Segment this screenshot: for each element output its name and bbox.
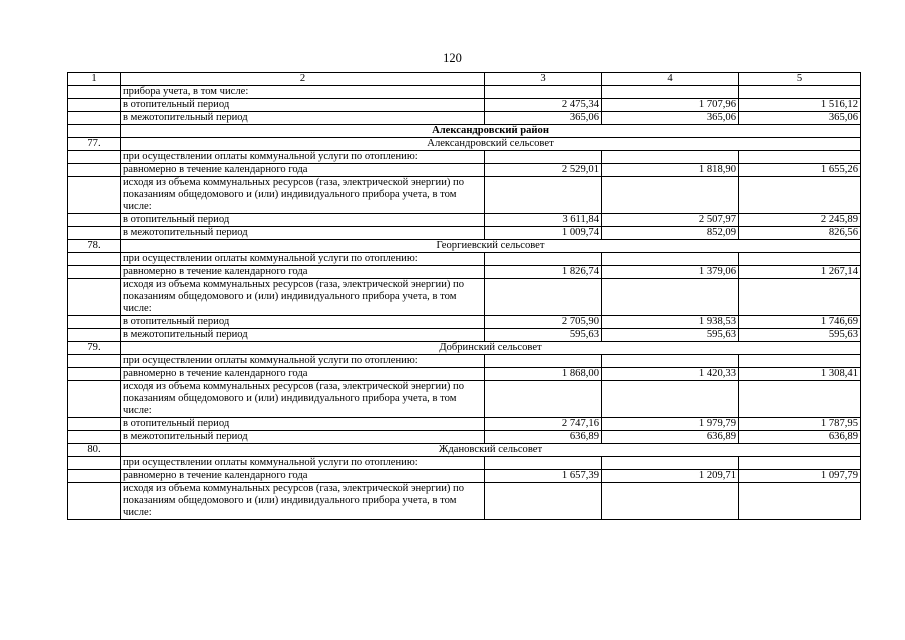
row-number-cell (68, 457, 121, 470)
row-number-cell (68, 125, 121, 138)
value-col4-cell (602, 457, 739, 470)
description-cell: в отопительный период (121, 316, 485, 329)
value-col5-cell (739, 483, 861, 520)
value-col5-cell (739, 177, 861, 214)
table-row (68, 457, 861, 470)
value-col3-cell: 365,06 (485, 112, 602, 125)
column-header-3: 3 (485, 73, 602, 86)
row-number-cell: 78. (68, 240, 121, 253)
value-col4-cell: 1 979,79 (602, 418, 739, 431)
value-col5-cell: 1 097,79 (739, 470, 861, 483)
value-col3-cell (485, 381, 602, 418)
row-number-cell (68, 253, 121, 266)
description-cell: в межотопительный период (121, 329, 485, 342)
table-row (68, 227, 861, 240)
value-col3-cell (485, 253, 602, 266)
value-col3-cell: 2 705,90 (485, 316, 602, 329)
table-row (68, 151, 861, 164)
settlement-header-row (68, 240, 861, 253)
row-number-cell (68, 279, 121, 316)
row-number-cell (68, 418, 121, 431)
value-col4-cell (602, 177, 739, 214)
value-col4-cell: 636,89 (602, 431, 739, 444)
value-col4-cell (602, 86, 739, 99)
value-col3-cell: 1 657,39 (485, 470, 602, 483)
column-header-2: 2 (121, 73, 485, 86)
column-header-5: 5 (739, 73, 861, 86)
description-cell: в межотопительный период (121, 227, 485, 240)
description-cell: в межотопительный период (121, 112, 485, 125)
table-row (68, 381, 861, 418)
value-col4-cell: 595,63 (602, 329, 739, 342)
value-col5-cell: 1 516,12 (739, 99, 861, 112)
table-row (68, 266, 861, 279)
description-cell: в межотопительный период (121, 431, 485, 444)
settlement-header-row (68, 138, 861, 151)
value-col4-cell (602, 381, 739, 418)
value-col5-cell: 1 746,69 (739, 316, 861, 329)
value-col5-cell (739, 381, 861, 418)
district-header-row (68, 125, 861, 138)
value-col3-cell (485, 483, 602, 520)
value-col3-cell: 1 826,74 (485, 266, 602, 279)
value-col3-cell (485, 177, 602, 214)
value-col3-cell (485, 151, 602, 164)
value-col4-cell: 1 379,06 (602, 266, 739, 279)
table-header-row (68, 73, 861, 86)
table-row (68, 214, 861, 227)
settlement-title: Ждановский сельсовет (121, 444, 861, 457)
table-row (68, 86, 861, 99)
value-col5-cell: 826,56 (739, 227, 861, 240)
description-cell: прибора учета, в том числе: (121, 86, 485, 99)
value-col5-cell (739, 151, 861, 164)
row-number-cell (68, 86, 121, 99)
value-col3-cell (485, 279, 602, 316)
value-col3-cell (485, 355, 602, 368)
value-col4-cell: 1 818,90 (602, 164, 739, 177)
value-col4-cell: 1 420,33 (602, 368, 739, 381)
row-number-cell (68, 99, 121, 112)
value-col3-cell: 636,89 (485, 431, 602, 444)
value-col5-cell: 1 308,41 (739, 368, 861, 381)
row-number-cell (68, 431, 121, 444)
value-col5-cell: 595,63 (739, 329, 861, 342)
row-number-cell (68, 483, 121, 520)
tariff-table (67, 72, 861, 520)
settlement-header-row (68, 444, 861, 457)
row-number-cell (68, 112, 121, 125)
description-cell: при осуществлении оплаты коммунальной услуги по отоплению: (121, 355, 485, 368)
description-cell: исходя из объема коммунальных ресурсов (газа, электрической энергии) по показаниям общедомового и (или) индивидуального прибора учета, в том числе: (121, 381, 485, 418)
table-body (68, 86, 861, 520)
value-col5-cell: 636,89 (739, 431, 861, 444)
value-col3-cell: 2 747,16 (485, 418, 602, 431)
row-number-cell (68, 316, 121, 329)
column-header-4: 4 (602, 73, 739, 86)
value-col3-cell: 1 009,74 (485, 227, 602, 240)
row-number-cell (68, 164, 121, 177)
description-cell: равномерно в течение календарного года (121, 470, 485, 483)
row-number-cell (68, 227, 121, 240)
description-cell: при осуществлении оплаты коммунальной услуги по отоплению: (121, 457, 485, 470)
value-col3-cell: 2 529,01 (485, 164, 602, 177)
row-number-cell (68, 470, 121, 483)
description-cell: в отопительный период (121, 214, 485, 227)
description-cell: исходя из объема коммунальных ресурсов (газа, электрической энергии) по показаниям общедомового и (или) индивидуального прибора учета, в том числе: (121, 483, 485, 520)
table-row (68, 177, 861, 214)
row-number-cell (68, 266, 121, 279)
row-number-cell (68, 214, 121, 227)
description-cell: равномерно в течение календарного года (121, 368, 485, 381)
value-col4-cell (602, 151, 739, 164)
value-col4-cell (602, 355, 739, 368)
district-title: Александровский район (121, 125, 861, 138)
table-row (68, 253, 861, 266)
value-col4-cell (602, 253, 739, 266)
value-col4-cell (602, 483, 739, 520)
description-cell: равномерно в течение календарного года (121, 164, 485, 177)
description-cell: в отопительный период (121, 99, 485, 112)
table-row (68, 483, 861, 520)
settlement-header-row (68, 342, 861, 355)
row-number-cell: 80. (68, 444, 121, 457)
value-col3-cell: 2 475,34 (485, 99, 602, 112)
value-col4-cell: 1 209,71 (602, 470, 739, 483)
value-col4-cell: 2 507,97 (602, 214, 739, 227)
settlement-title: Александровский сельсовет (121, 138, 861, 151)
value-col5-cell (739, 279, 861, 316)
value-col3-cell: 3 611,84 (485, 214, 602, 227)
row-number-cell (68, 329, 121, 342)
value-col4-cell (602, 279, 739, 316)
table-row (68, 164, 861, 177)
value-col5-cell (739, 355, 861, 368)
row-number-cell (68, 381, 121, 418)
row-number-cell: 79. (68, 342, 121, 355)
value-col5-cell (739, 86, 861, 99)
table-row (68, 355, 861, 368)
value-col4-cell: 852,09 (602, 227, 739, 240)
row-number-cell (68, 368, 121, 381)
value-col3-cell (485, 457, 602, 470)
table-row (68, 279, 861, 316)
table-row (68, 316, 861, 329)
table-row (68, 112, 861, 125)
value-col5-cell (739, 457, 861, 470)
column-header-1: 1 (68, 73, 121, 86)
table-row (68, 418, 861, 431)
table-row (68, 99, 861, 112)
description-cell: исходя из объема коммунальных ресурсов (газа, электрической энергии) по показаниям общедомового и (или) индивидуального прибора учета, в том числе: (121, 177, 485, 214)
value-col5-cell: 2 245,89 (739, 214, 861, 227)
value-col5-cell: 365,06 (739, 112, 861, 125)
settlement-title: Добринский сельсовет (121, 342, 861, 355)
table-row (68, 431, 861, 444)
settlement-title: Георгиевский сельсовет (121, 240, 861, 253)
value-col4-cell: 1 707,96 (602, 99, 739, 112)
row-number-cell (68, 177, 121, 214)
value-col3-cell (485, 86, 602, 99)
table-row (68, 329, 861, 342)
row-number-cell (68, 355, 121, 368)
description-cell: исходя из объема коммунальных ресурсов (газа, электрической энергии) по показаниям общедомового и (или) индивидуального прибора учета, в том числе: (121, 279, 485, 316)
table-row (68, 368, 861, 381)
description-cell: равномерно в течение календарного года (121, 266, 485, 279)
value-col5-cell (739, 253, 861, 266)
value-col5-cell: 1 267,14 (739, 266, 861, 279)
row-number-cell: 77. (68, 138, 121, 151)
value-col4-cell: 1 938,53 (602, 316, 739, 329)
description-cell: при осуществлении оплаты коммунальной услуги по отоплению: (121, 253, 485, 266)
description-cell: при осуществлении оплаты коммунальной услуги по отоплению: (121, 151, 485, 164)
table-row (68, 470, 861, 483)
value-col3-cell: 1 868,00 (485, 368, 602, 381)
row-number-cell (68, 151, 121, 164)
value-col3-cell: 595,63 (485, 329, 602, 342)
value-col5-cell: 1 787,95 (739, 418, 861, 431)
value-col4-cell: 365,06 (602, 112, 739, 125)
description-cell: в отопительный период (121, 418, 485, 431)
value-col5-cell: 1 655,26 (739, 164, 861, 177)
page-number: 120 (443, 51, 462, 65)
